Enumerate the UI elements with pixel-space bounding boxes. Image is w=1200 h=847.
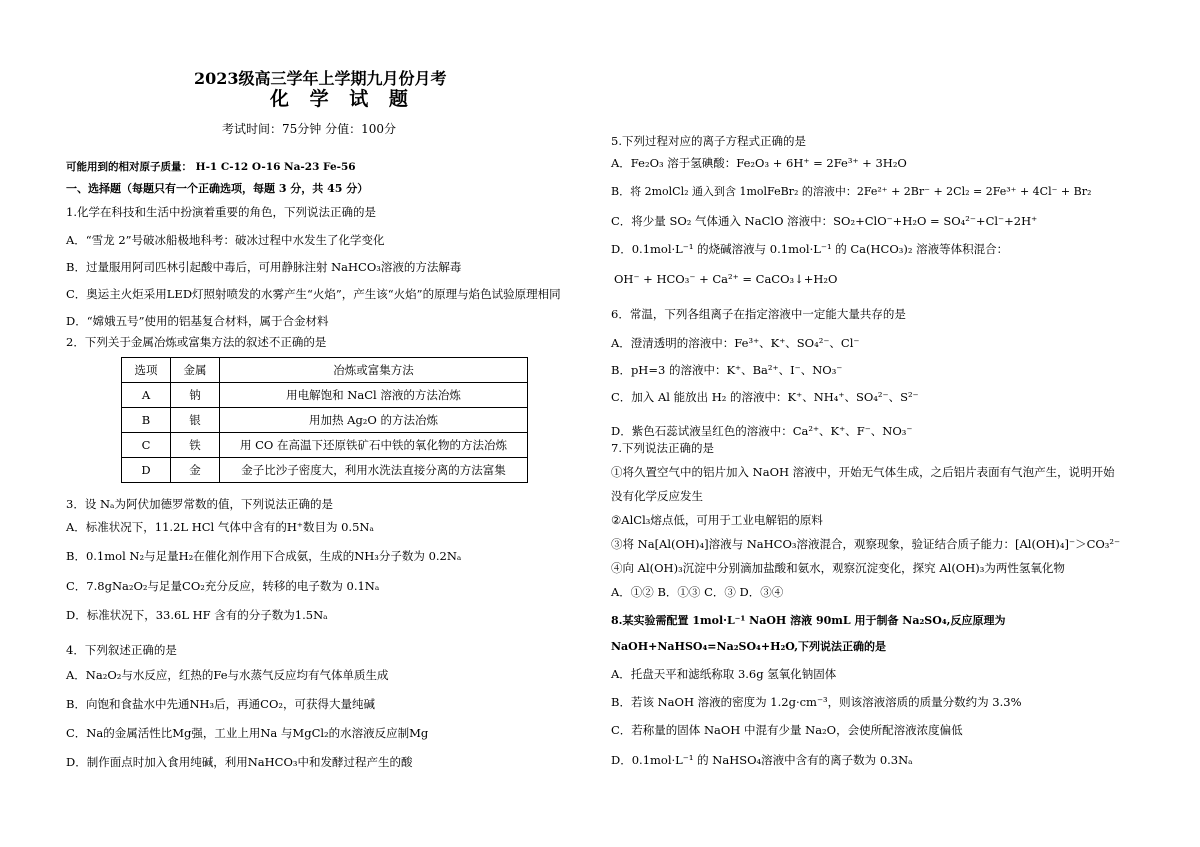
q7-stem: 7.下列说法正确的是 — [611, 441, 714, 455]
q1-option-d: D．“嫦娥五号”使用的铝基复合材料，属于合金材料 — [66, 314, 329, 328]
q7-options: A．①② B．①③ C．③ D．③④ — [611, 585, 784, 599]
q5-option-d: D．0.1mol·L⁻¹ 的烧碱溶液与 0.1mol·L⁻¹ 的 Ca(HCO₃)₂ 溶液等体积混合： — [611, 242, 1009, 256]
q3-option-a: A．标准状况下，11.2L HCl 气体中含有的H⁺数目为 0.5Nₐ — [66, 520, 374, 534]
q6-option-a: A．澄清透明的溶液中：Fe³⁺、K⁺、SO₄²⁻、Cl⁻ — [611, 336, 860, 350]
q6-stem: 6．常温，下列各组离子在指定溶液中一定能大量共存的是 — [611, 307, 906, 321]
q4-option-c: C．Na的金属活性比Mg强，工业上用Na 与MgCl₂的水溶液反应制Mg — [66, 726, 429, 740]
table-cell: 金子比沙子密度大，利用水洗法直接分离的方法富集 — [220, 458, 528, 483]
q3-option-b: B．0.1mol N₂与足量H₂在催化剂作用下合成氨，生成的NH₃分子数为 0.2Nₐ — [66, 549, 462, 563]
q5-option-c: C．将少量 SO₂ 气体通入 NaClO 溶液中：SO₂+ClO⁻+H₂O = SO₄²⁻+Cl⁻+2H⁺ — [611, 214, 1038, 228]
q7-statement-1: ①将久置空气中的铝片加入 NaOH 溶液中，开始无气体生成，之后铝片表面有气泡产生，说明开始 — [611, 465, 1115, 479]
q6-option-d: D．紫色石蕊试液呈红色的溶液中：Ca²⁺、K⁺、F⁻、NO₃⁻ — [611, 424, 913, 438]
q5-option-b: B．将 2molCl₂ 通入到含 1molFeBr₂ 的溶液中：2Fe²⁺ + 2Br⁻ + 2Cl₂ = 2Fe³⁺ + 4Cl⁻ + Br₂ — [611, 185, 1092, 198]
table-header-row — [122, 358, 528, 383]
metal-method-table — [121, 357, 528, 483]
exam-title: 2023级高三学年上学期九月份月考 — [194, 69, 447, 88]
q5-stem: 5.下列过程对应的离子方程式正确的是 — [611, 134, 806, 148]
table-cell: 银 — [171, 408, 220, 433]
q3-option-c: C．7.8gNa₂O₂与足量CO₂充分反应，转移的电子数为 0.1Nₐ — [66, 579, 380, 593]
table-row — [122, 383, 528, 408]
q5-option-d-equation: OH⁻ + HCO₃⁻ + Ca²⁺ = CaCO₃↓+H₂O — [614, 272, 838, 286]
q4-option-d: D．制作面点时加入食用纯碱，利用NaHCO₃中和发酵过程产生的酸 — [66, 755, 413, 769]
q5-option-a: A．Fe₂O₃ 溶于氢碘酸：Fe₂O₃ + 6H⁺ = 2Fe³⁺ + 3H₂O — [611, 156, 907, 170]
q6-option-c: C．加入 Al 能放出 H₂ 的溶液中：K⁺、NH₄⁺、SO₄²⁻、S²⁻ — [611, 390, 919, 404]
table-row — [122, 408, 528, 433]
table-header-cell: 选项 — [122, 358, 171, 383]
table-header-cell: 金属 — [171, 358, 220, 383]
table-header-cell: 冶炼或富集方法 — [220, 358, 528, 383]
table-cell: B — [122, 408, 171, 433]
q8-option-d: D．0.1mol·L⁻¹ 的 NaHSO₄溶液中含有的离子数为 0.3Nₐ — [611, 753, 913, 767]
table-cell: D — [122, 458, 171, 483]
q8-option-a: A．托盘天平和滤纸称取 3.6g 氢氧化钠固体 — [611, 667, 837, 681]
q3-stem: 3．设 Nₐ为阿伏加德罗常数的值，下列说法正确的是 — [66, 497, 333, 511]
q2-stem: 2．下列关于金属冶炼或富集方法的叙述不正确的是 — [66, 335, 327, 349]
table-cell: 用 CO 在高温下还原铁矿石中铁的氧化物的方法冶炼 — [220, 433, 528, 458]
table-cell: 金 — [171, 458, 220, 483]
table-cell: C — [122, 433, 171, 458]
q8-stem-cont: NaOH+NaHSO₄=Na₂SO₄+H₂O,下列说法正确的是 — [611, 640, 887, 653]
table-row — [122, 458, 528, 483]
q1-option-b: B．过量服用阿司匹林引起酸中毒后，可用静脉注射 NaHCO₃溶液的方法解毒 — [66, 260, 462, 274]
q7-statement-2: ②AlCl₃熔点低，可用于工业电解铝的原料 — [611, 513, 823, 527]
subject-title: 化 学 试 题 — [270, 88, 415, 110]
table-cell: 用电解饱和 NaCl 溶液的方法冶炼 — [220, 383, 528, 408]
table-row — [122, 433, 528, 458]
q1-option-a: A．“雪龙 2”号破冰船极地科考：破冰过程中水发生了化学变化 — [66, 233, 385, 247]
q4-stem: 4．下列叙述正确的是 — [66, 643, 177, 657]
q7-statement-1-cont: 没有化学反应发生 — [611, 489, 703, 503]
q7-statement-3: ③将 Na[Al(OH)₄]溶液与 NaHCO₃溶液混合，观察现象，验证结合质子能力：[Al(OH)₄]⁻＞CO₃²⁻ — [611, 537, 1121, 551]
table-cell: 钠 — [171, 383, 220, 408]
q4-option-b: B．向饱和食盐水中先通NH₃后，再通CO₂，可获得大量纯碱 — [66, 697, 375, 711]
table-cell: 用加热 Ag₂O 的方法冶炼 — [220, 408, 528, 433]
q1-stem: 1.化学在科技和生活中扮演着重要的角色，下列说法正确的是 — [66, 205, 376, 219]
table-cell: A — [122, 383, 171, 408]
q4-option-a: A．Na₂O₂与水反应，红热的Fe与水蒸气反应均有气体单质生成 — [66, 668, 389, 682]
q8-option-b: B．若该 NaOH 溶液的密度为 1.2g·cm⁻³，则该溶液溶质的质量分数约为 3.3% — [611, 695, 1022, 709]
section-heading: 一、选择题（每题只有一个正确选项，每题 3 分，共 45 分） — [66, 182, 369, 195]
table-cell: 铁 — [171, 433, 220, 458]
atomic-masses: 可能用到的相对原子质量： H-1 C-12 O-16 Na-23 Fe-56 — [66, 161, 356, 173]
q3-option-d: D．标准状况下，33.6L HF 含有的分子数为1.5Nₐ — [66, 608, 328, 622]
q8-stem: 8.某实验需配置 1mol·L⁻¹ NaOH 溶液 90mL 用于制备 Na₂SO₄,反应原理为 — [611, 614, 1006, 627]
q8-option-c: C．若称量的固体 NaOH 中混有少量 Na₂O，会使所配溶液浓度偏低 — [611, 723, 963, 737]
exam-info: 考试时间：75分钟 分值：100分 — [222, 122, 396, 136]
q1-option-c: C．奥运主火炬采用LED灯照射喷发的水雾产生“火焰”，产生该“火焰”的原理与焰色试验原理相同 — [66, 287, 561, 301]
q6-option-b: B．pH=3 的溶液中：K⁺、Ba²⁺、I⁻、NO₃⁻ — [611, 363, 843, 377]
q7-statement-4: ④向 Al(OH)₃沉淀中分别滴加盐酸和氨水，观察沉淀变化，探究 Al(OH)₃为两性氢氧化物 — [611, 561, 1065, 575]
